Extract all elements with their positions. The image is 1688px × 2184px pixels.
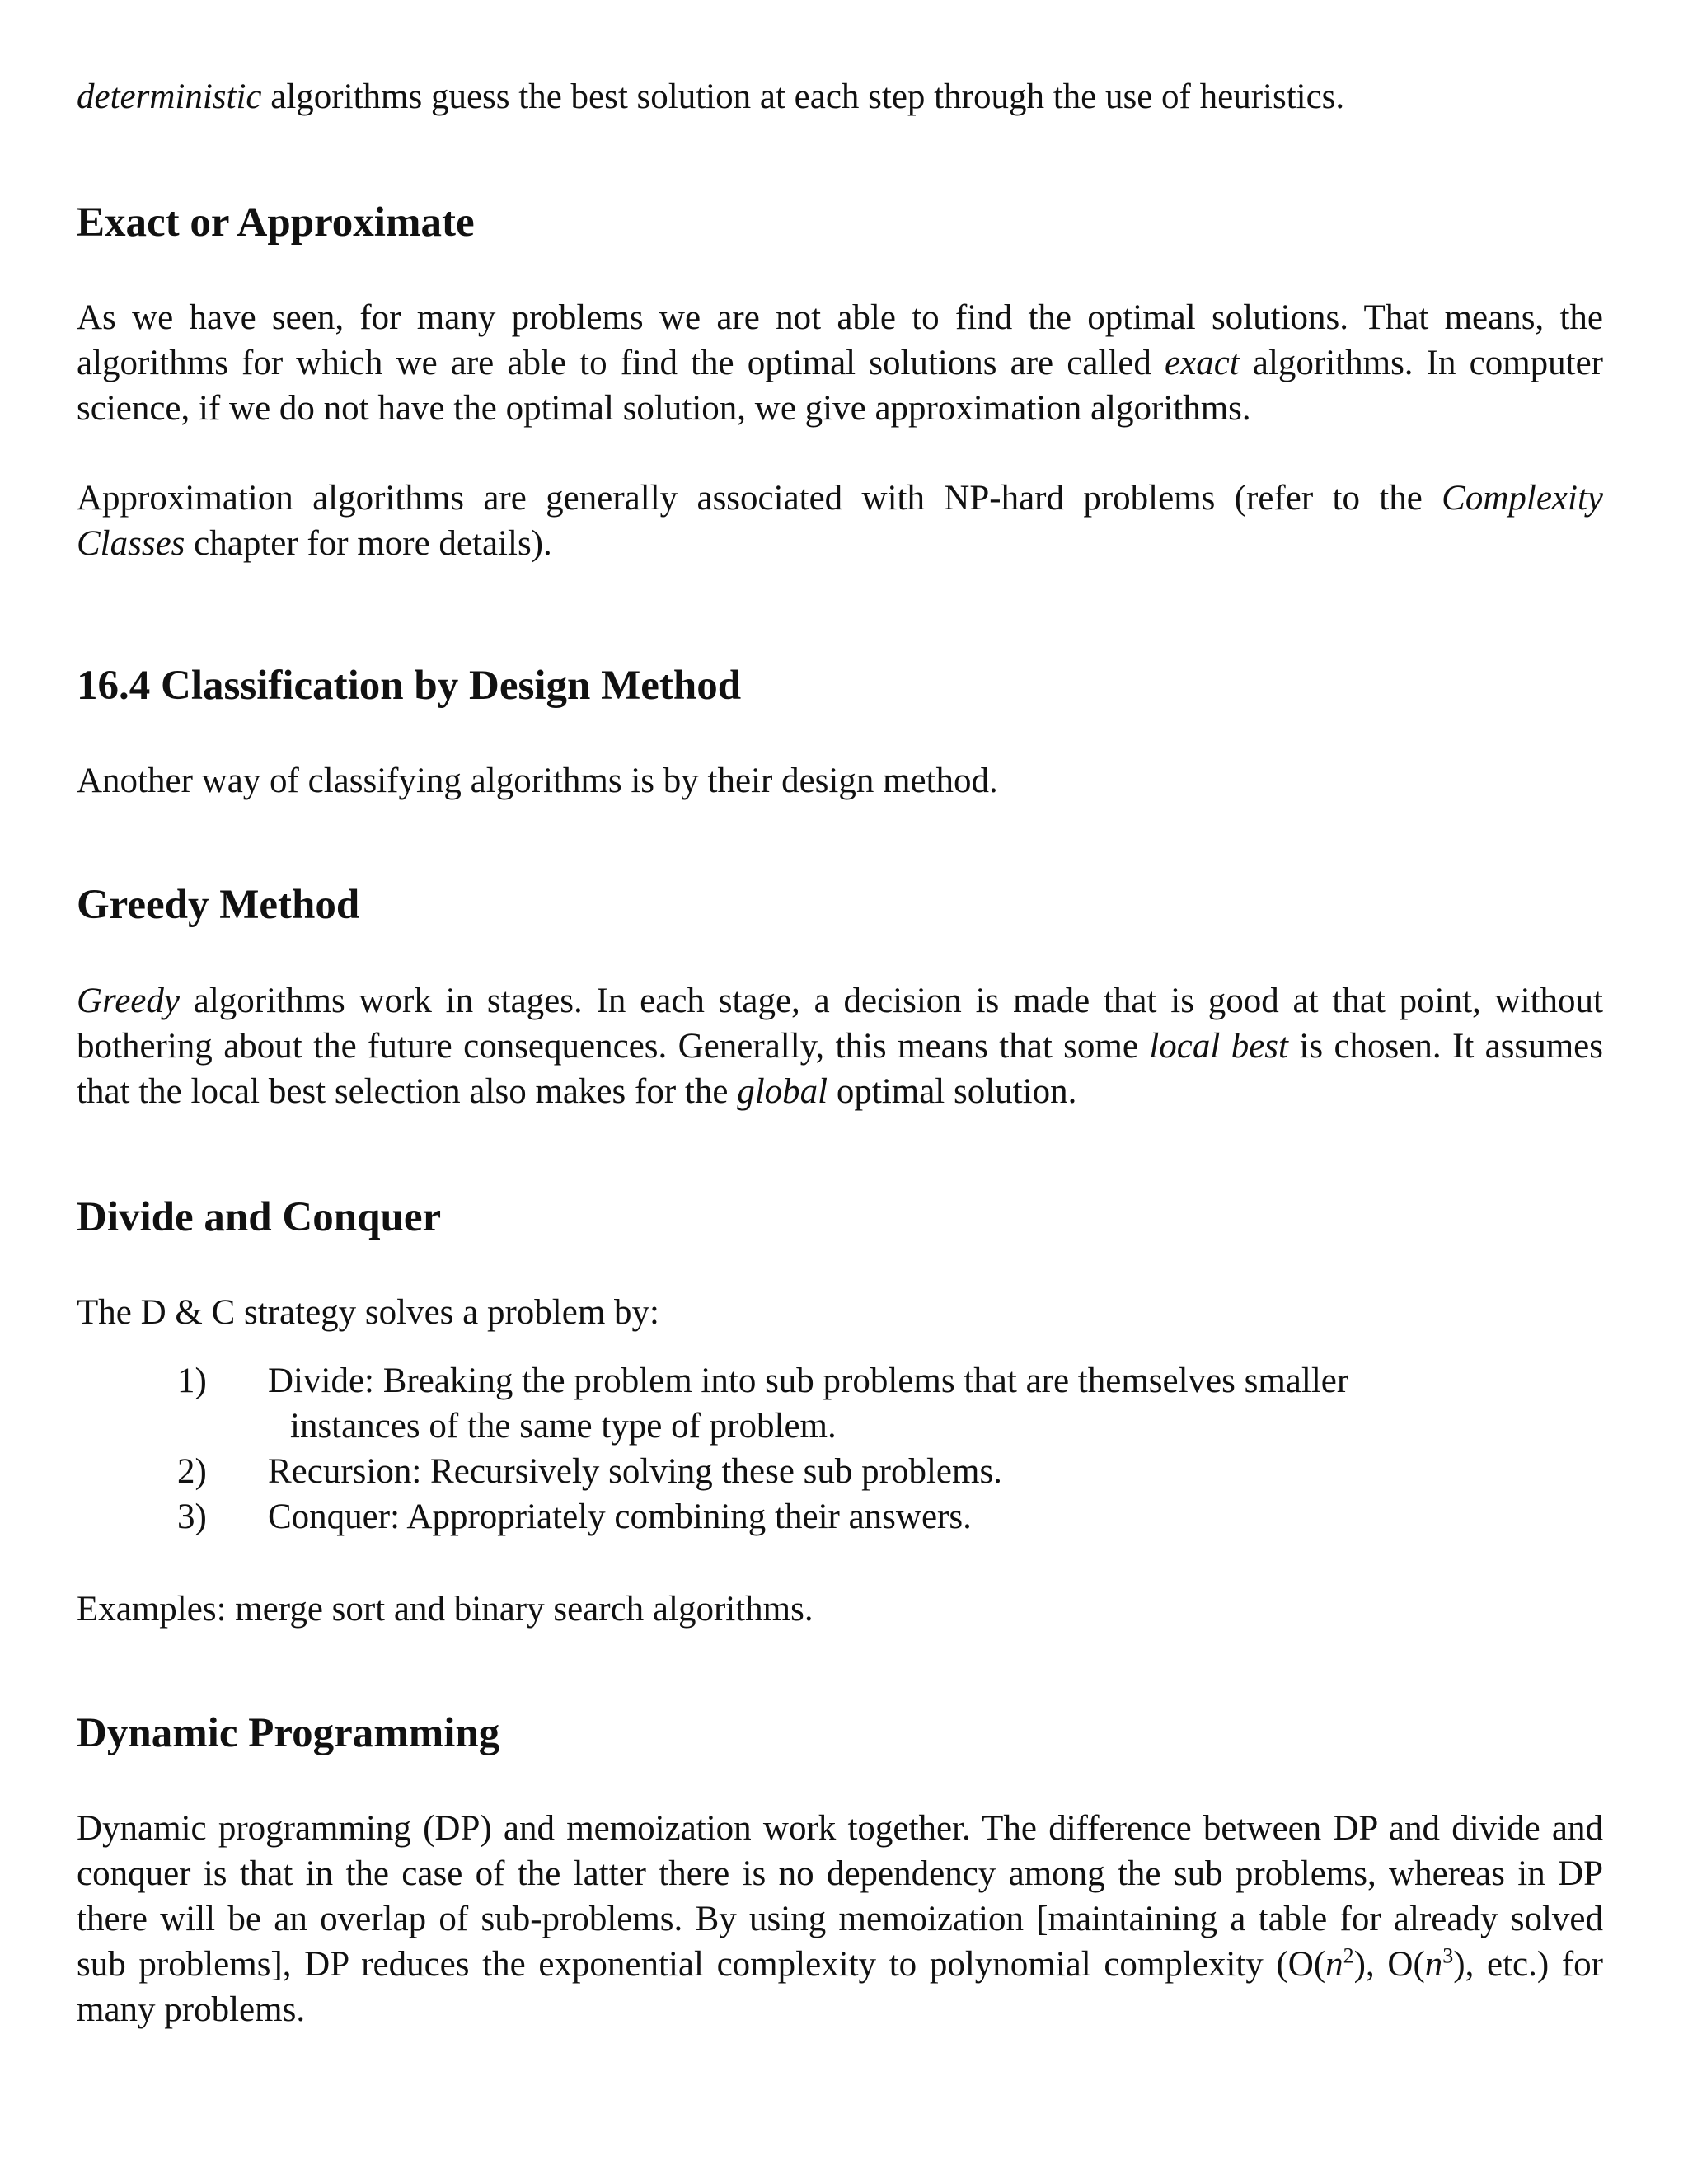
greedy-text-1: algorithms work in stages. In each stage, a decision is made that is good at that point, without bothering about the future consequences. Generally, this means that some bbox=[77, 982, 1603, 1066]
emphasis-exact: exact bbox=[1165, 344, 1240, 382]
emphasis-global: global bbox=[737, 1072, 828, 1111]
emphasis-greedy: Greedy bbox=[77, 982, 180, 1020]
exact-para2-text-a: Approximation algorithms are generally associated with NP-hard problems (refer to the bbox=[77, 479, 1442, 518]
emphasis-complexity-classes: Complexity Classes bbox=[77, 479, 1603, 563]
dp-text-b: ), etc.) for many problems. bbox=[77, 1945, 1603, 2029]
greedy-text-2: is chosen. It assumes that the local best selection also makes for the bbox=[77, 1027, 1604, 1111]
list-item bbox=[177, 1449, 1603, 1494]
dp-paragraph bbox=[77, 1806, 1603, 2032]
dp-text-a: Dynamic programming (DP) and memoization work together. The difference between DP and divide and conquer is that in the case of the latter there is no dependency among the sub problems, whereas in DP there will be an overlap of sub-problems. By using memoization [maintaining a table for already solved sub problems], DP reduces the exponential complexity to polynomial complexity (O( bbox=[77, 1809, 1603, 1984]
dc-steps-list bbox=[177, 1358, 1603, 1540]
list-item bbox=[177, 1358, 1603, 1449]
variable-n: n bbox=[1325, 1945, 1343, 1984]
greedy-text-3: optimal solution. bbox=[828, 1072, 1077, 1111]
heading-divide-and-conquer: Divide and Conquer bbox=[77, 1194, 442, 1240]
emphasis-deterministic: deterministic bbox=[77, 77, 262, 116]
heading-dynamic-programming: Dynamic Programming bbox=[77, 1710, 500, 1756]
list-item-text-continuation: instances of the same type of problem. bbox=[290, 1407, 837, 1446]
dc-intro: The D & C strategy solves a problem by: bbox=[77, 1293, 659, 1332]
list-number: 2) bbox=[177, 1452, 207, 1491]
list-item-text: Recursion: Recursively solving these sub problems. bbox=[268, 1452, 1002, 1491]
exact-paragraph-1 bbox=[77, 295, 1603, 431]
exact-para1-text-b: algorithms. In computer science, if we do not have the optimal solution, we give approximation algorithms. bbox=[77, 344, 1603, 428]
dp-text-mid: ), O( bbox=[1353, 1945, 1425, 1984]
list-item-text: Divide: Breaking the problem into sub problems that are themselves smaller bbox=[268, 1361, 1349, 1400]
emphasis-local-best: local best bbox=[1149, 1027, 1288, 1066]
exact-para2-text-b: chapter for more details). bbox=[185, 524, 552, 563]
list-number: 3) bbox=[177, 1497, 207, 1536]
exponent: 2 bbox=[1343, 1943, 1354, 1968]
exponent: 3 bbox=[1442, 1943, 1454, 1968]
intro-text: algorithms guess the best solution at each step through the use of heuristics. bbox=[261, 77, 1345, 116]
design-paragraph: Another way of classifying algorithms is by their design method. bbox=[77, 762, 998, 800]
heading-design-method: 16.4 Classification by Design Method bbox=[77, 663, 742, 709]
heading-exact-or-approximate: Exact or Approximate bbox=[77, 199, 475, 246]
exact-paragraph-2 bbox=[77, 476, 1603, 566]
dc-examples: Examples: merge sort and binary search algorithms. bbox=[77, 1590, 814, 1629]
list-number: 1) bbox=[177, 1361, 207, 1400]
intro-paragraph bbox=[77, 74, 1603, 120]
list-item bbox=[177, 1494, 1603, 1540]
greedy-paragraph bbox=[77, 978, 1603, 1114]
list-item-text: Conquer: Appropriately combining their answers. bbox=[268, 1497, 972, 1536]
variable-n: n bbox=[1424, 1945, 1443, 1984]
exact-para1-text-a: As we have seen, for many problems we are not able to find the optimal solutions. That means, the algorithms for which we are able to find the optimal solutions are called bbox=[77, 298, 1603, 382]
heading-greedy-method: Greedy Method bbox=[77, 882, 360, 928]
